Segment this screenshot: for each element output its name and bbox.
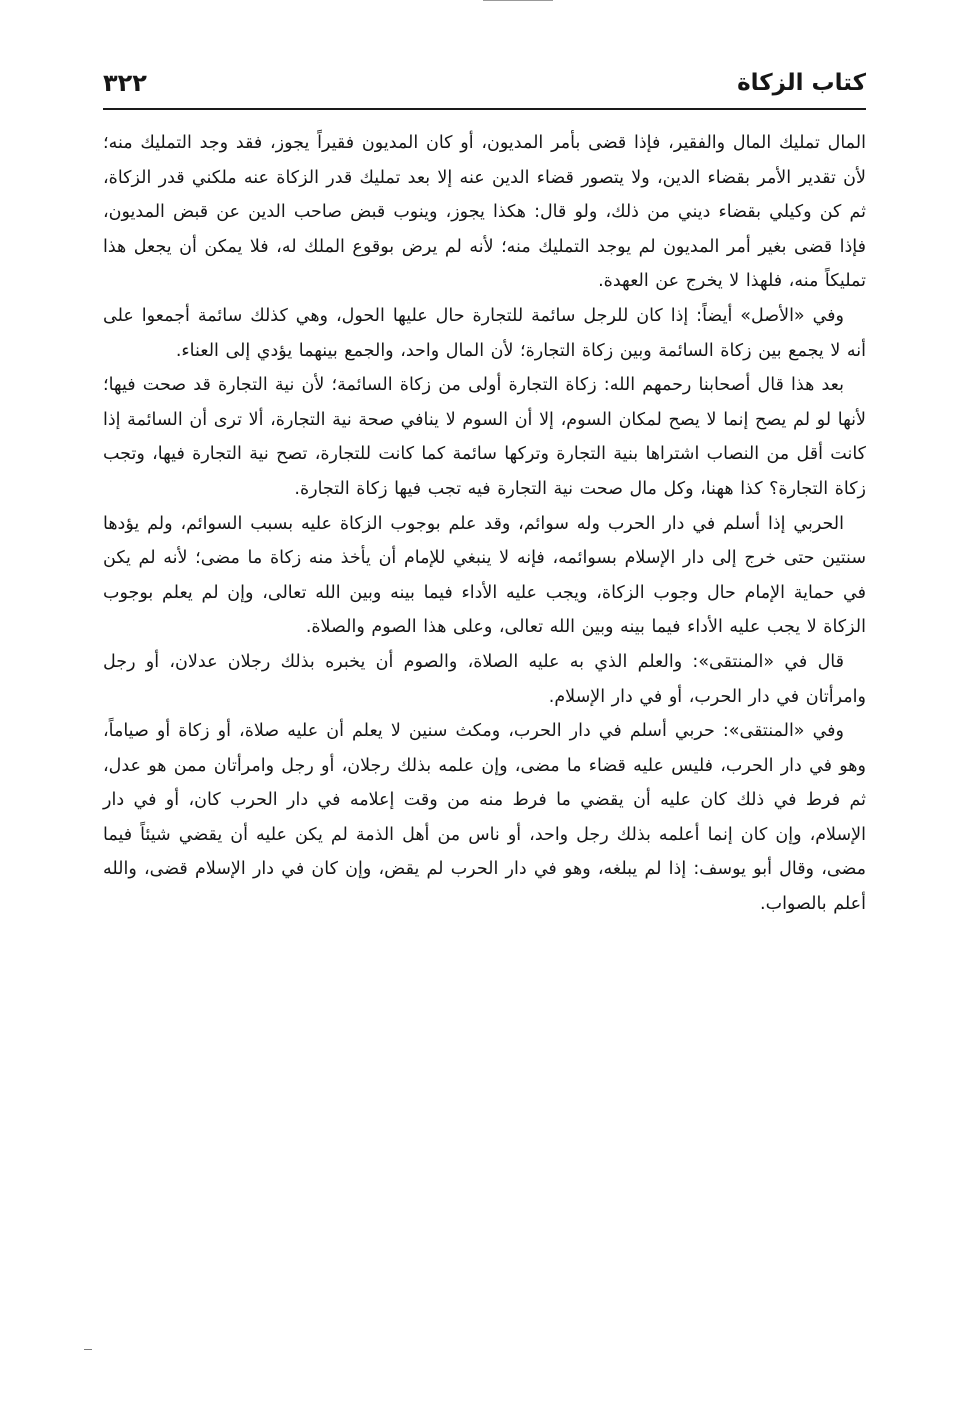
paragraph: وفي «الأصل» أيضاً: إذا كان للرجل سائمة للتجارة حال عليها الحول، وهي كذلك سائمة أجمعوا على أنه لا يجمع بين زكاة السائمة وبين زكاة التجارة؛ لأن المال واحد، والجمع بينهما يؤدي إلى العناء. (103, 305, 866, 361)
book-title: كتاب الزكاة (737, 70, 866, 96)
paragraph: المال تمليك المال والفقير، فإذا قضى بأمر المديون، أو كان المديون فقيراً يجوز، فقد وجد التمليك منه؛ لأن تقدير الأمر بقضاء الدين، ولا يتصور قضاء الدين عنه إلا بعد تمليك قدر الزكاة عنه ملكني قدر الزكاة، ثم كن وكيلي بقضاء ديني من ذلك، ولو قال: هكذا يجوز، وينوب قبض صاحب الدين عن قبض المديون، فإذا قضى بغير أمر المديون لم يوجد التمليك منه؛ لأنه لم يرض بوقوع الملك له، فلا يمكن أن يجعل هذا تمليكاً منه، فلهذا لا يخرج عن العهدة. (103, 133, 866, 292)
paragraph: الحربي إذا أسلم في دار الحرب وله سوائم، وقد علم بوجوب الزكاة عليه بسبب السوائم، ولم يؤدها سنتين حتى خرج إلى دار الإسلام بسوائمه، فإنه لا ينبغي للإمام أن يأخذ منه زكاة ما مضى؛ لأنه لم يكن في حماية الإمام حال وجوب الزكاة، ويجب عليه الأداء فيما بينه وبين الله تعالى، وإن لم يعلم بوجوب الزكاة لا يجب عليه الأداء فيما بينه وبين الله تعالى، وعلى هذا الصوم والصلاة. (103, 513, 866, 638)
header-divider (103, 108, 866, 110)
margin-mark (84, 1349, 92, 1350)
page-number: ٣٢٢ (103, 69, 147, 97)
paragraph: قال في «المنتقى»: والعلم الذي به عليه الصلاة، والصوم أن يخبره بذلك رجلان عدلان، أو رجل وامرأتان في دار الحرب، أو في دار الإسلام. (103, 651, 866, 707)
page-body (103, 126, 866, 922)
paragraph: وفي «المنتقى»: حربي أسلم في دار الحرب، ومكث سنين لا يعلم أن عليه صلاة، أو زكاة أو صياماً، وهو في دار الحرب، فليس عليه قضاء ما مضى، وإن علمه بذلك رجلان، أو رجل وامرأتان ممن هو عدل، ثم فرط في ذلك كان عليه أن يقضي ما فرط منه من وقت إعلامه في دار الحرب كان، أو في دار الإسلام، وإن كان إنما أعلمه بذلك رجل واحد، أو ناس من أهل الذمة لم يكن عليه أن يقضي شيئاً فيما مضى، وقال أبو يوسف: إذا لم يبلغه، وهو في دار الحرب لم يقض، وإن كان في دار الإسلام قضى، والله أعلم بالصواب. (103, 721, 866, 915)
paragraph: بعد هذا قال أصحابنا رحمهم الله: زكاة التجارة أولى من زكاة السائمة؛ لأن نية التجارة قد صحت فيها؛ لأنها لو لم يصح إنما لا يصح لمكان السوم، إلا أن السوم لا ينافي صحة نية التجارة، ألا ترى أن السائمة إذا كانت أقل من النصاب اشتراها بنية التجارة وتركها سائمة كما كانت للتجارة، تصح نية التجارة فيها، وتجب زكاة التجارة؟ كذا ههنا، وكل مال صحت نية التجارة فيه تجب فيها زكاة التجارة. (103, 375, 866, 499)
top-edge-rule (483, 0, 553, 1)
page-header (103, 62, 866, 104)
